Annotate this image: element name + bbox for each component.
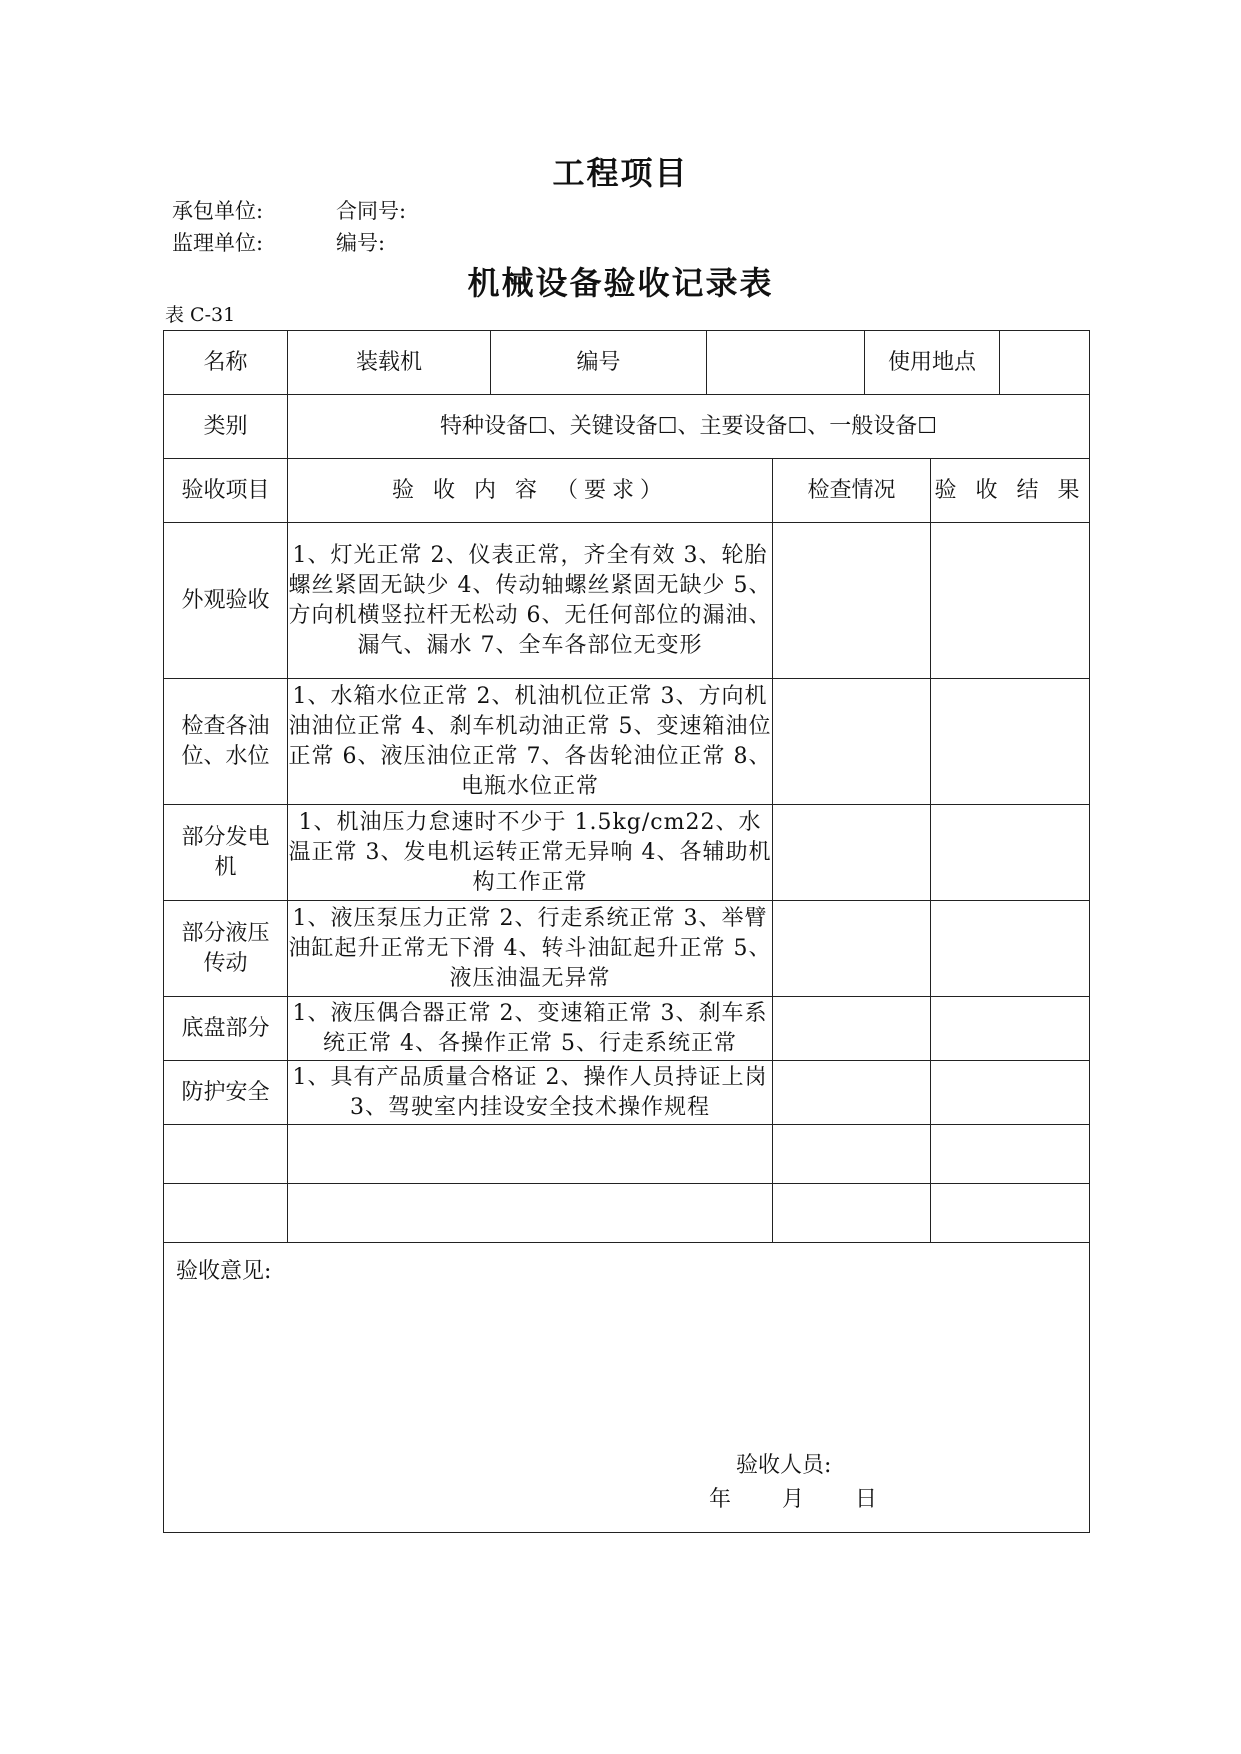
row-content: 1、机油压力怠速时不少于 1.5kg/cm22、水温正常 3、发电机运转正常无异响 4、各辅助机构工作正常 [288,805,773,901]
opinion-label: 验收意见: [176,1259,272,1284]
year-label: 年 [709,1487,732,1512]
serial-label: 编号: [336,231,386,255]
name-label: 名称 [164,331,288,395]
month-label: 月 [782,1487,805,1512]
row-result [931,805,1090,901]
acceptance-table [163,330,1090,1533]
row-content: 1、液压泵压力正常 2、行走系统正常 3、举臂油缸起升正常无下滑 4、转斗油缸起升正常 5、液压油温无异常 [288,901,773,997]
blank-row [164,1125,1090,1184]
col-content: 验 收 内 容 （要求） [288,459,773,523]
row-content: 1、液压偶合器正常 2、变速箱正常 3、刹车系统正常 4、各操作正常 5、行走系统正常 [288,997,773,1061]
category-options: 特种设备☐、关键设备☐、主要设备☐、一般设备☐ [288,395,1090,459]
contractor-line [172,195,407,225]
number-label: 编号 [491,331,707,395]
row-item: 部分液压传动 [164,901,288,997]
table-row [164,997,1090,1061]
category-label: 类别 [164,395,288,459]
blank-cell [288,1125,773,1184]
date-line [709,1485,877,1515]
row-result [931,997,1090,1061]
col-result: 验 收 结 果 [931,459,1090,523]
row-check [773,1061,931,1125]
blank-cell [773,1125,931,1184]
location-value [1000,331,1089,394]
table-row [164,1061,1090,1125]
name-value: 装载机 [288,331,491,395]
row-content: 1、具有产品质量合格证 2、操作人员持证上岗 3、驾驶室内挂设安全技术操作规程 [288,1061,773,1125]
form-title: 机械设备验收记录表 [467,264,774,302]
row-result [931,523,1090,679]
row-content: 1、灯光正常 2、仪表正常，齐全有效 3、轮胎螺丝紧固无缺少 4、传动轴螺丝紧固无缺少 5、方向机横竖拉杆无松动 6、无任何部位的漏油、漏气、漏水 7、全车各部位无变形 [288,523,773,679]
col-item: 验收项目 [164,459,288,523]
opinion-row [164,1243,1090,1533]
row-content: 1、水箱水位正常 2、机油机位正常 3、方向机油油位正常 4、刹车机动油正常 5、变速箱油位正常 6、液压油位正常 7、各齿轮油位正常 8、电瓶水位正常 [288,679,773,805]
blank-cell [164,1184,288,1243]
contractor-label: 承包单位: [172,199,264,223]
row-result [931,1061,1090,1125]
number-value [707,331,865,395]
col-check: 检查情况 [773,459,931,523]
contract-no-label: 合同号: [336,199,407,223]
table-row [164,523,1090,679]
row-check [773,997,931,1061]
location-cell [865,331,1090,395]
blank-cell [288,1184,773,1243]
signer-label: 验收人员: [736,1453,832,1478]
supervisor-label: 监理单位: [172,231,264,255]
row-item: 防护安全 [164,1061,288,1125]
blank-cell [931,1184,1090,1243]
page-title: 工程项目 [552,154,689,192]
column-header-row [164,459,1090,523]
table-row [164,901,1090,997]
supervisor-line [172,227,386,257]
day-label: 日 [855,1487,878,1512]
row-check [773,679,931,805]
category-row [164,395,1090,459]
table-row [164,679,1090,805]
row-item: 检查各油位、水位 [164,679,288,805]
opinion-cell [164,1243,1090,1533]
row-item: 部分发电机 [164,805,288,901]
table-row [164,805,1090,901]
row-result [931,901,1090,997]
info-row [164,331,1090,395]
blank-cell [931,1125,1090,1184]
row-check [773,805,931,901]
row-item: 底盘部分 [164,997,288,1061]
location-label: 使用地点 [865,331,1000,394]
row-check [773,523,931,679]
form-code: 表 C-31 [165,304,236,326]
blank-row [164,1184,1090,1243]
row-item: 外观验收 [164,523,288,679]
blank-cell [164,1125,288,1184]
row-result [931,679,1090,805]
row-check [773,901,931,997]
blank-cell [773,1184,931,1243]
